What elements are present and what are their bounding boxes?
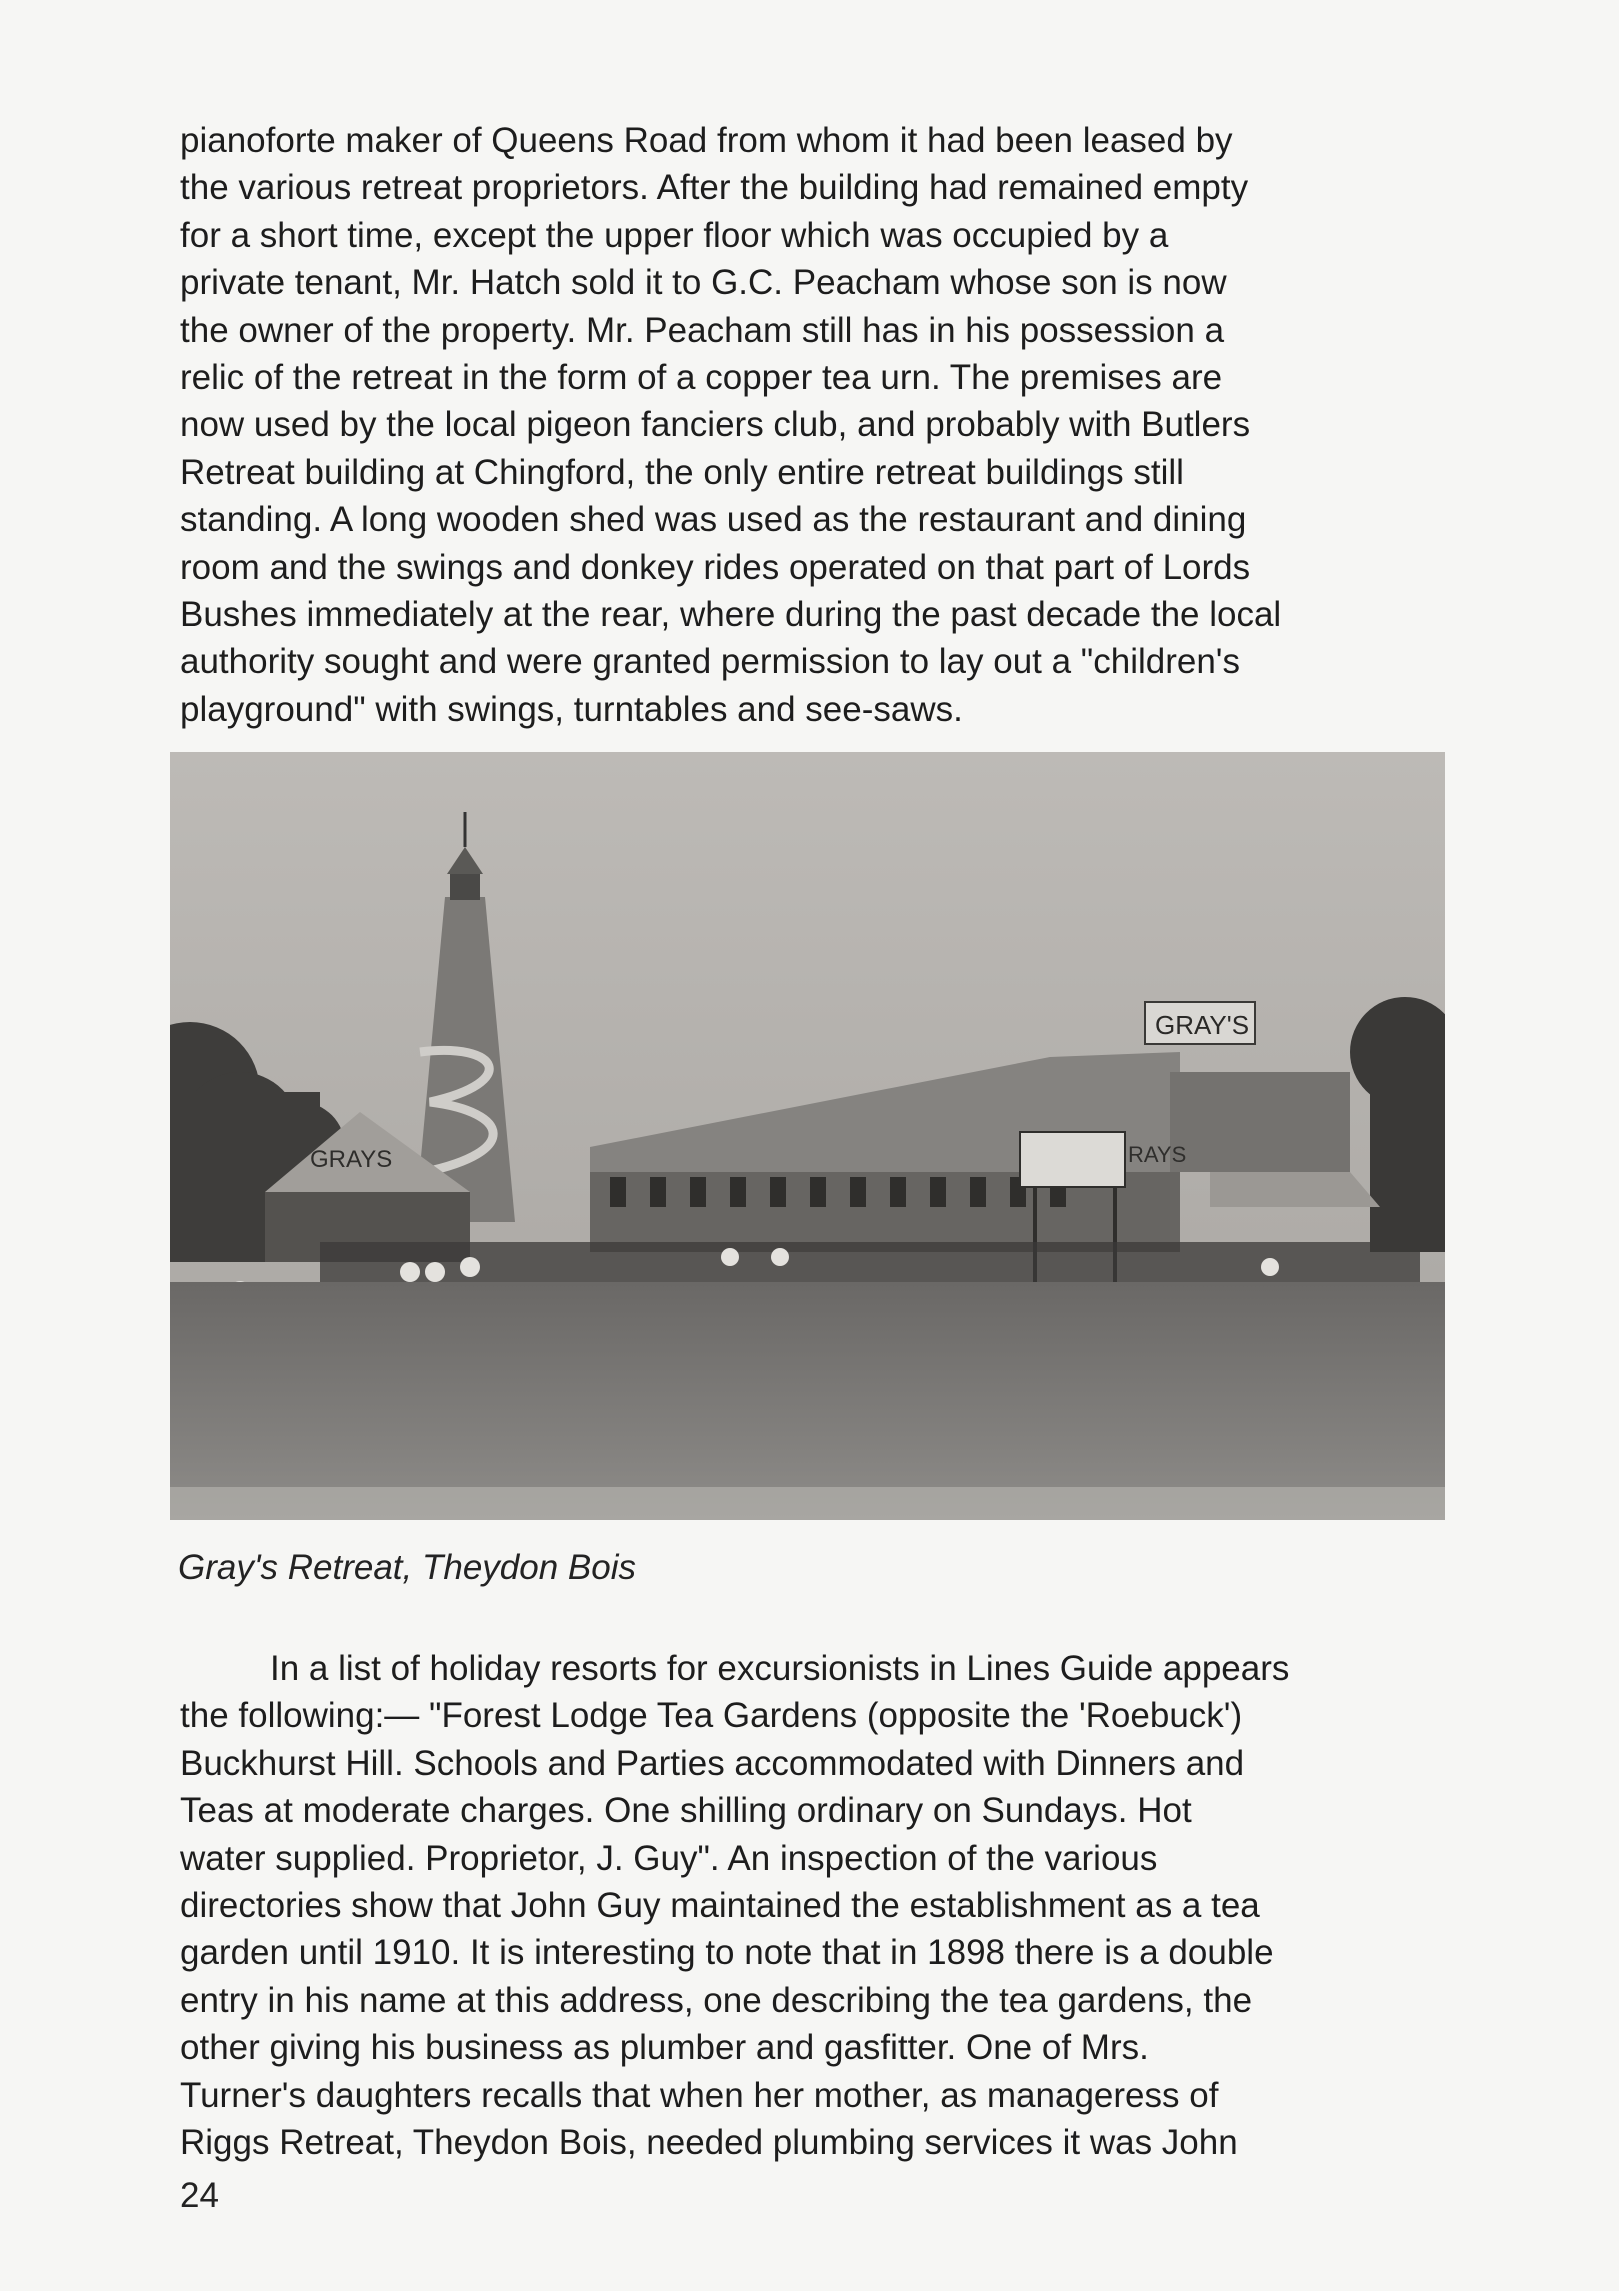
paragraph-1	[180, 117, 1433, 733]
text-line: authority sought and were granted permission to lay out a "children's	[180, 642, 1240, 682]
text-line: playground" with swings, turntables and see-saws.	[180, 689, 963, 729]
text-line: room and the swings and donkey rides operated on that part of Lords	[180, 547, 1251, 587]
text-line: Turner's daughters recalls that when her mother, as manageress of	[180, 2075, 1219, 2115]
sign-left: GRAYS	[310, 1146, 393, 1173]
text-line: In a list of holiday resorts for excursionists in Lines Guide appears	[270, 1649, 1290, 1688]
text-line: the owner of the property. Mr. Peacham still has in his possession a	[180, 310, 1225, 350]
text-line: the following:— "Forest Lodge Tea Gardens (opposite the 'Roebuck')	[180, 1696, 1243, 1736]
photo-grays-retreat	[170, 752, 1445, 1520]
text-line: pianoforte maker of Queens Road from whom it had been leased by	[180, 121, 1233, 160]
text-line: Buckhurst Hill. Schools and Parties accommodated with Dinners and	[180, 1743, 1245, 1783]
page-number: 24	[180, 2176, 219, 2215]
lawn	[170, 1282, 1445, 1520]
sign-rooftop: GRAY'S	[1155, 1010, 1250, 1040]
text-line: private tenant, Mr. Hatch sold it to G.C. Peacham whose son is now	[180, 263, 1227, 303]
text-line: Riggs Retreat, Theydon Bois, needed plumbing services it was John	[180, 2123, 1238, 2163]
photo-caption: Gray's Retreat, Theydon Bois	[178, 1548, 636, 1587]
text-line: relic of the retreat in the form of a copper tea urn. The premises are	[180, 358, 1223, 398]
text-line: Bushes immediately at the rear, where during the past decade the local	[180, 595, 1282, 635]
sign-right: RAYS	[1128, 1142, 1187, 1167]
text-line: directories show that John Guy maintained the establishment as a tea	[180, 1886, 1260, 1926]
text-line: now used by the local pigeon fanciers club, and probably with Butlers	[180, 405, 1251, 445]
text-line: for a short time, except the upper floor which was occupied by a	[180, 215, 1169, 255]
text-line: Teas at moderate charges. One shilling ordinary on Sundays. Hot	[180, 1791, 1192, 1831]
text-line: water supplied. Proprietor, J. Guy". An inspection of the various	[180, 1838, 1158, 1878]
rooftop-sign	[1145, 1002, 1255, 1044]
text-line: entry in his name at this address, one describing the tea gardens, the	[180, 1980, 1253, 2020]
paragraph-2	[180, 1645, 1433, 2166]
text-line: standing. A long wooden shed was used as the restaurant and dining	[180, 500, 1247, 540]
text-line: Retreat building at Chingford, the only entire retreat buildings still	[180, 452, 1184, 492]
text-line: other giving his business as plumber and gasfitter. One of Mrs.	[180, 2028, 1149, 2068]
text-line: garden until 1910. It is interesting to note that in 1898 there is a double	[180, 1933, 1274, 1973]
text-line: the various retreat proprietors. After the building had remained empty	[180, 168, 1249, 208]
